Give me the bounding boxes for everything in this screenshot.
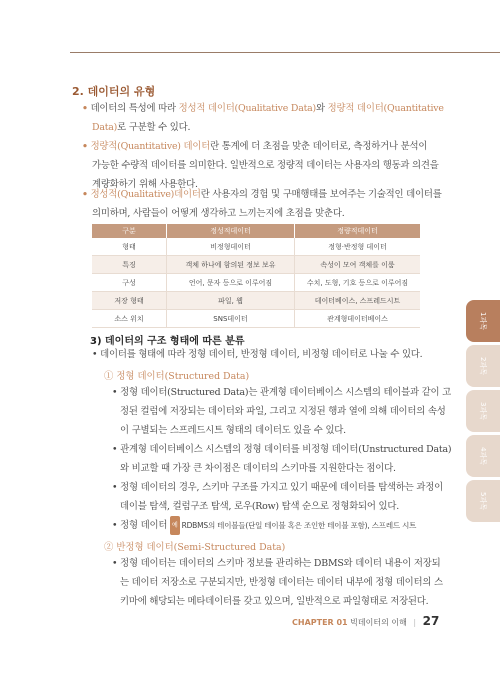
section-title: 2. 데이터의 유형 [72, 85, 156, 98]
bullet-icon: • [112, 520, 118, 531]
chapter-tab-2[interactable]: 2과목 [466, 345, 500, 387]
table-header: 정성적데이터 [167, 224, 295, 238]
table-cell: 소스 위치 [92, 310, 167, 328]
table-cell: 비정형데이터 [167, 238, 295, 256]
structured-p1-line-2: 정된 컬럼에 저장되는 데이터와 파일, 그리고 지정된 행과 열에 의해 데이터의 속성 [120, 406, 446, 417]
table-cell: 관계형데이터베이스 [295, 310, 421, 328]
table-header-row [92, 224, 420, 238]
structured-p1: • 정형 데이터(Structured Data)는 관계형 데이터베이스 시스템의 테이블과 같이 고 [112, 387, 452, 398]
table-cell: 데이터베이스, 스프레드시트 [295, 292, 421, 310]
semi-structured-p1: • 정형 데이터는 데이터의 스키마 정보를 관리하는 DBMS와 데이터 내용이 저장되 [112, 558, 441, 569]
footer-chapter: CHAPTER 01 [292, 618, 348, 627]
table-cell: 특징 [92, 256, 167, 274]
table-cell: 구성 [92, 274, 167, 292]
page-footer [292, 614, 439, 628]
structured-data-title: ① 정형 데이터(Structured Data) [104, 371, 250, 382]
table-cell: 객체 하나에 함의된 정보 보유 [167, 256, 295, 274]
bullet-2: • 정량적(Quantitative) 데이터란 통계에 더 초점을 맞춘 데이터로, 측정하거나 분석이 [82, 141, 428, 152]
example-tag: 예 [170, 516, 180, 535]
structured-p1-line-3: 이 구별되는 스프레드시트 형태의 데이터도 있을 수 있다. [120, 425, 346, 436]
bullet-icon: • [112, 444, 118, 455]
structured-p4: • 정형 데이터 예 RDBMS의 테이블들(단일 테이블 혹은 조인한 테이블 포함), 스프레드 시트 [112, 516, 416, 535]
bullet-icon: • [92, 349, 98, 360]
chapter-tab-4[interactable]: 4과목 [466, 435, 500, 477]
bullet-1: • 데이터의 특성에 따라 정성적 데이터(Qualitative Data)와 정량적 데이터(Quantitative [82, 103, 444, 114]
bullet-3-line-2: 의미하며, 사람들이 어떻게 생각하고 느끼는지에 초점을 맞춘다. [92, 208, 345, 219]
table-cell: 속성이 모여 객체를 이룸 [295, 256, 421, 274]
footer-separator: | [413, 618, 417, 627]
page-number: 27 [422, 614, 440, 628]
bullet-2-line-3: 계량화하기 위해 사용한다. [92, 179, 198, 190]
chapter-tab-3[interactable]: 3과목 [466, 390, 500, 432]
bullet-icon: • [112, 387, 118, 398]
structured-p3: • 정형 데이터의 경우, 스키마 구조를 가지고 있기 때문에 데이터를 탐색하는 과정이 [112, 482, 443, 493]
bullet-icon: • [112, 482, 118, 493]
table-row [92, 238, 420, 256]
table-cell: 파일, 웹 [167, 292, 295, 310]
semi-structured-p1-line-3: 키마에 해당되는 메타데이터를 갖고 있으며, 일반적으로 파일형태로 저장된다. [120, 596, 429, 607]
structured-p3-line-2: 데이블 탐색, 컬럼구조 탐색, 로우(Row) 탐색 순으로 정형화되어 있다. [120, 501, 400, 512]
semi-structured-title: ② 반정형 데이터(Semi-Structured Data) [104, 542, 286, 553]
footer-title: 빅데이터의 이해 [350, 618, 407, 627]
table-cell: SNS데이터 [167, 310, 295, 328]
chapter-tab-1[interactable]: 1과목 [466, 300, 500, 342]
bullet-2-line-2: 가능한 수량적 데이터를 의미한다. 일반적으로 정량적 데이터는 사용자의 행동과 의견을 [92, 160, 439, 171]
table-cell: 수치, 도형, 기호 등으로 이루어짐 [295, 274, 421, 292]
structured-p2-line-2: 와 비교할 때 가장 큰 차이점은 데이터의 스키마를 지원한다는 점이다. [120, 463, 396, 474]
top-rule [70, 52, 500, 53]
bullet-3: • 정성적(Qualitative)데이터란 사용자의 경험 및 구매행태를 보여주는 기술적인 데이터를 [82, 189, 442, 200]
subsection-title: 3) 데이터의 구조 형태에 따른 분류 [90, 336, 245, 347]
bullet-1-line-2: Data)로 구분할 수 있다. [92, 122, 191, 133]
comparison-table [92, 224, 420, 328]
subsection-intro: • 데이터를 형태에 따라 정형 데이터, 반정형 데이터, 비정형 데이터로 나눌 수 있다. [92, 349, 423, 360]
bullet-icon: • [82, 189, 88, 200]
table-header: 정량적데이터 [295, 224, 421, 238]
table-cell: 저장 형태 [92, 292, 167, 310]
table-header: 구분 [92, 224, 167, 238]
table-row [92, 310, 420, 328]
table-row [92, 292, 420, 310]
bullet-icon: • [82, 103, 88, 114]
semi-structured-p1-line-2: 는 데이터 저장소로 구분되지만, 반정형 데이터는 데이터 내부에 정형 데이터의 스 [120, 577, 443, 588]
structured-p2: • 관계형 데이터베이스 시스템의 정형 데이터를 비정형 데이터(Unstructured Data) [112, 444, 452, 455]
chapter-tab-5[interactable]: 5과목 [466, 480, 500, 522]
table-cell: 언어, 문자 등으로 이루어짐 [167, 274, 295, 292]
table-row [92, 274, 420, 292]
bullet-icon: • [82, 141, 88, 152]
table-cell: 형태 [92, 238, 167, 256]
table-cell: 정형·반정형 데이터 [295, 238, 421, 256]
bullet-icon: • [112, 558, 118, 569]
table-row [92, 256, 420, 274]
